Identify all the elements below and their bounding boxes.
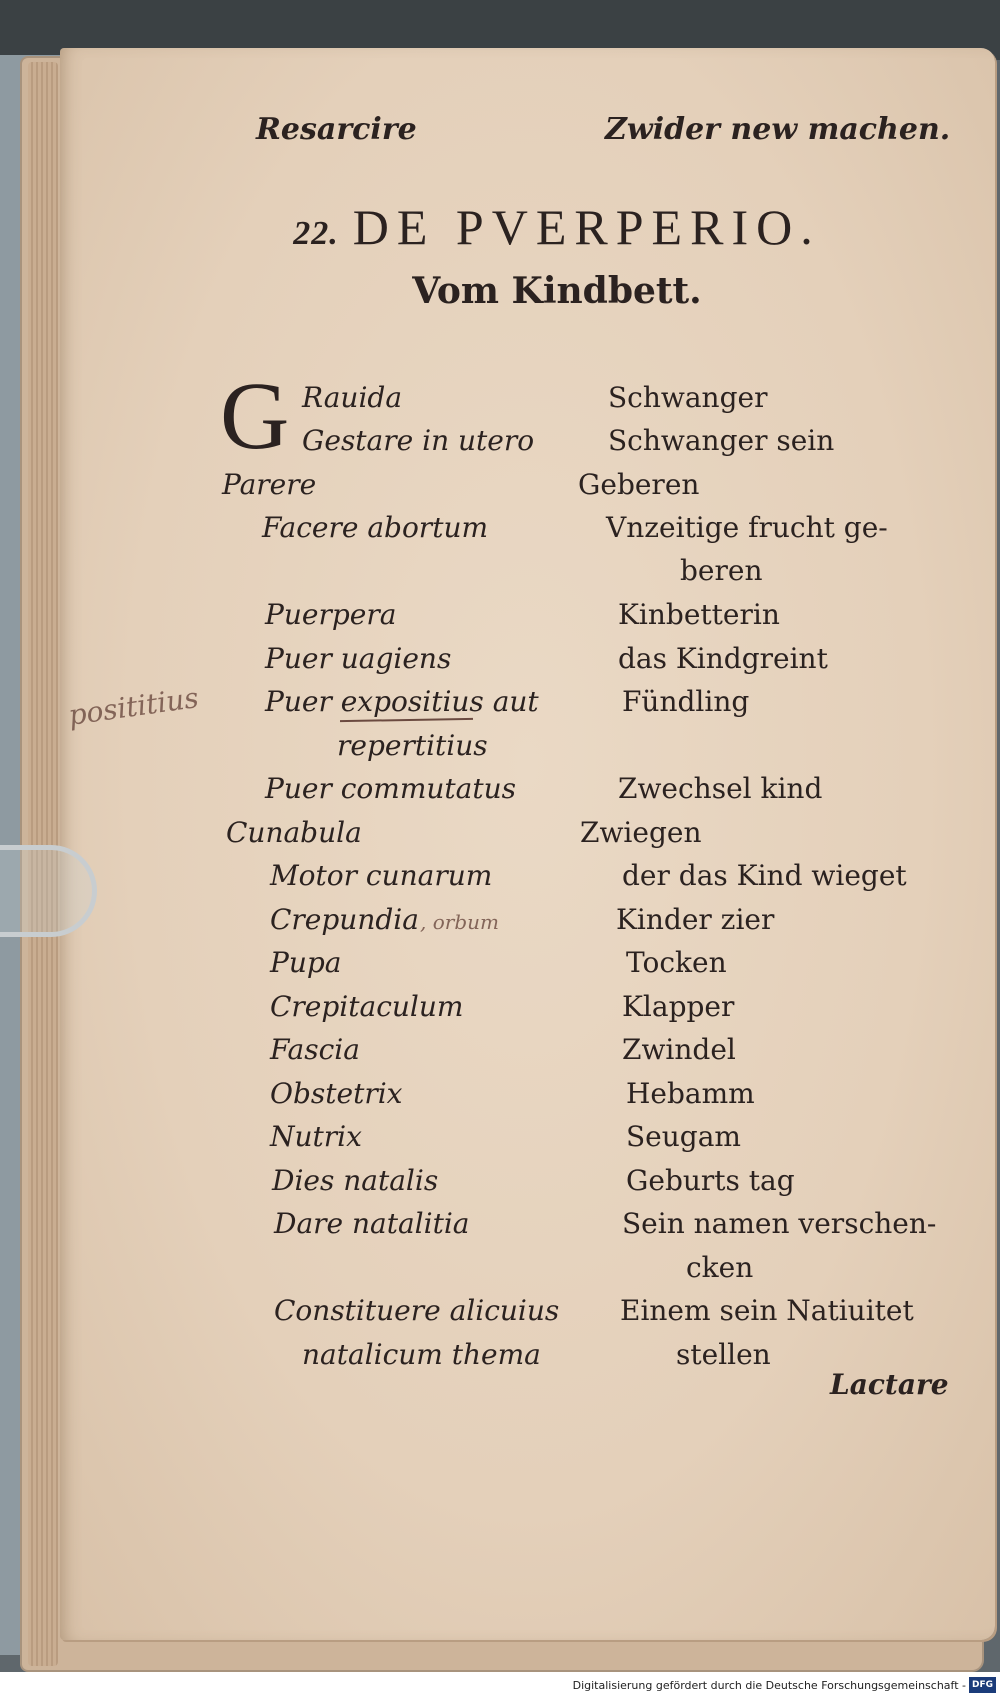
- german-entry: Sein namen verschen-: [622, 1207, 937, 1240]
- german-entry: Einem sein Natiuitet: [620, 1294, 914, 1327]
- latin-entry: Crepitaculum: [270, 990, 464, 1023]
- latin-entry: Facere abortum: [262, 511, 489, 544]
- german-entry: Vnzeitige frucht ge-: [606, 511, 888, 544]
- german-entry: Kinder zier: [616, 903, 775, 936]
- latin-entry: Fascia: [270, 1033, 360, 1066]
- section-title-text: DE PVERPERIO.: [352, 199, 821, 255]
- german-entry: der das Kind wieget: [622, 859, 907, 892]
- dfg-logo: DFG: [969, 1677, 996, 1693]
- latin-entry: Pupa: [270, 946, 342, 979]
- german-entry: Geberen: [578, 468, 700, 501]
- german-entry: Kinbetterin: [618, 598, 780, 631]
- latin-entry: Motor cunarum: [270, 859, 493, 892]
- latin-entry: Dies natalis: [272, 1164, 439, 1197]
- german-entry: Zwechsel kind: [618, 772, 823, 805]
- german-entry: Fündling: [622, 685, 750, 718]
- german-entry: Seugam: [626, 1120, 741, 1153]
- latin-entry: Nutrix: [270, 1120, 362, 1153]
- german-entry: Geburts tag: [626, 1164, 795, 1197]
- digitization-credit: Digitalisierung gefördert durch die Deutsche Forschungsgemeinschaft -: [572, 1679, 966, 1692]
- page-clip: [0, 845, 97, 937]
- latin-entry: Crepundia: [270, 903, 419, 936]
- german-entry-continued: cken: [686, 1251, 754, 1284]
- german-entry: Schwanger: [608, 381, 768, 414]
- german-entry: Tocken: [626, 946, 727, 979]
- latin-entry: Puer commutatus: [265, 772, 517, 805]
- latin-entry-continued: repertitius: [337, 729, 488, 762]
- latin-entry: Puer uagiens: [265, 642, 452, 675]
- german-entry: Schwanger sein: [608, 424, 835, 457]
- latin-entry: Gestare in utero: [302, 424, 535, 457]
- latin-entry: Obstetrix: [270, 1077, 403, 1110]
- marginal-handwriting: posititius: [66, 681, 201, 732]
- german-entry: Zwiegen: [580, 816, 702, 849]
- latin-entry: Puer expositius aut: [265, 685, 539, 718]
- latin-entry: Parere: [222, 468, 317, 501]
- latin-entry: Constituere alicuius: [274, 1294, 560, 1327]
- interlinear-handwriting: , orbum: [420, 910, 499, 934]
- german-entry: Hebamm: [626, 1077, 755, 1110]
- german-entry: das Kindgreint: [618, 642, 828, 675]
- section-number: 22.: [293, 215, 339, 252]
- running-head-latin: Resarcire: [256, 112, 417, 147]
- latin-entry: Cunabula: [226, 816, 362, 849]
- running-head-german: Zwider new machen.: [605, 112, 951, 147]
- latin-entry-continued: natalicum thema: [302, 1338, 541, 1371]
- latin-entry: Puerpera: [265, 598, 397, 631]
- drop-cap: G: [220, 362, 290, 469]
- german-entry: Zwindel: [622, 1033, 736, 1066]
- latin-entry: Dare natalitia: [274, 1207, 470, 1240]
- german-entry-continued: beren: [680, 554, 763, 587]
- german-entry: Klapper: [622, 990, 735, 1023]
- catchword: Lactare: [830, 1368, 949, 1401]
- german-entry-continued: stellen: [676, 1338, 771, 1371]
- section-title: [212, 198, 902, 256]
- latin-entry: Rauida: [302, 381, 403, 414]
- section-subtitle: Vom Kindbett.: [412, 270, 702, 312]
